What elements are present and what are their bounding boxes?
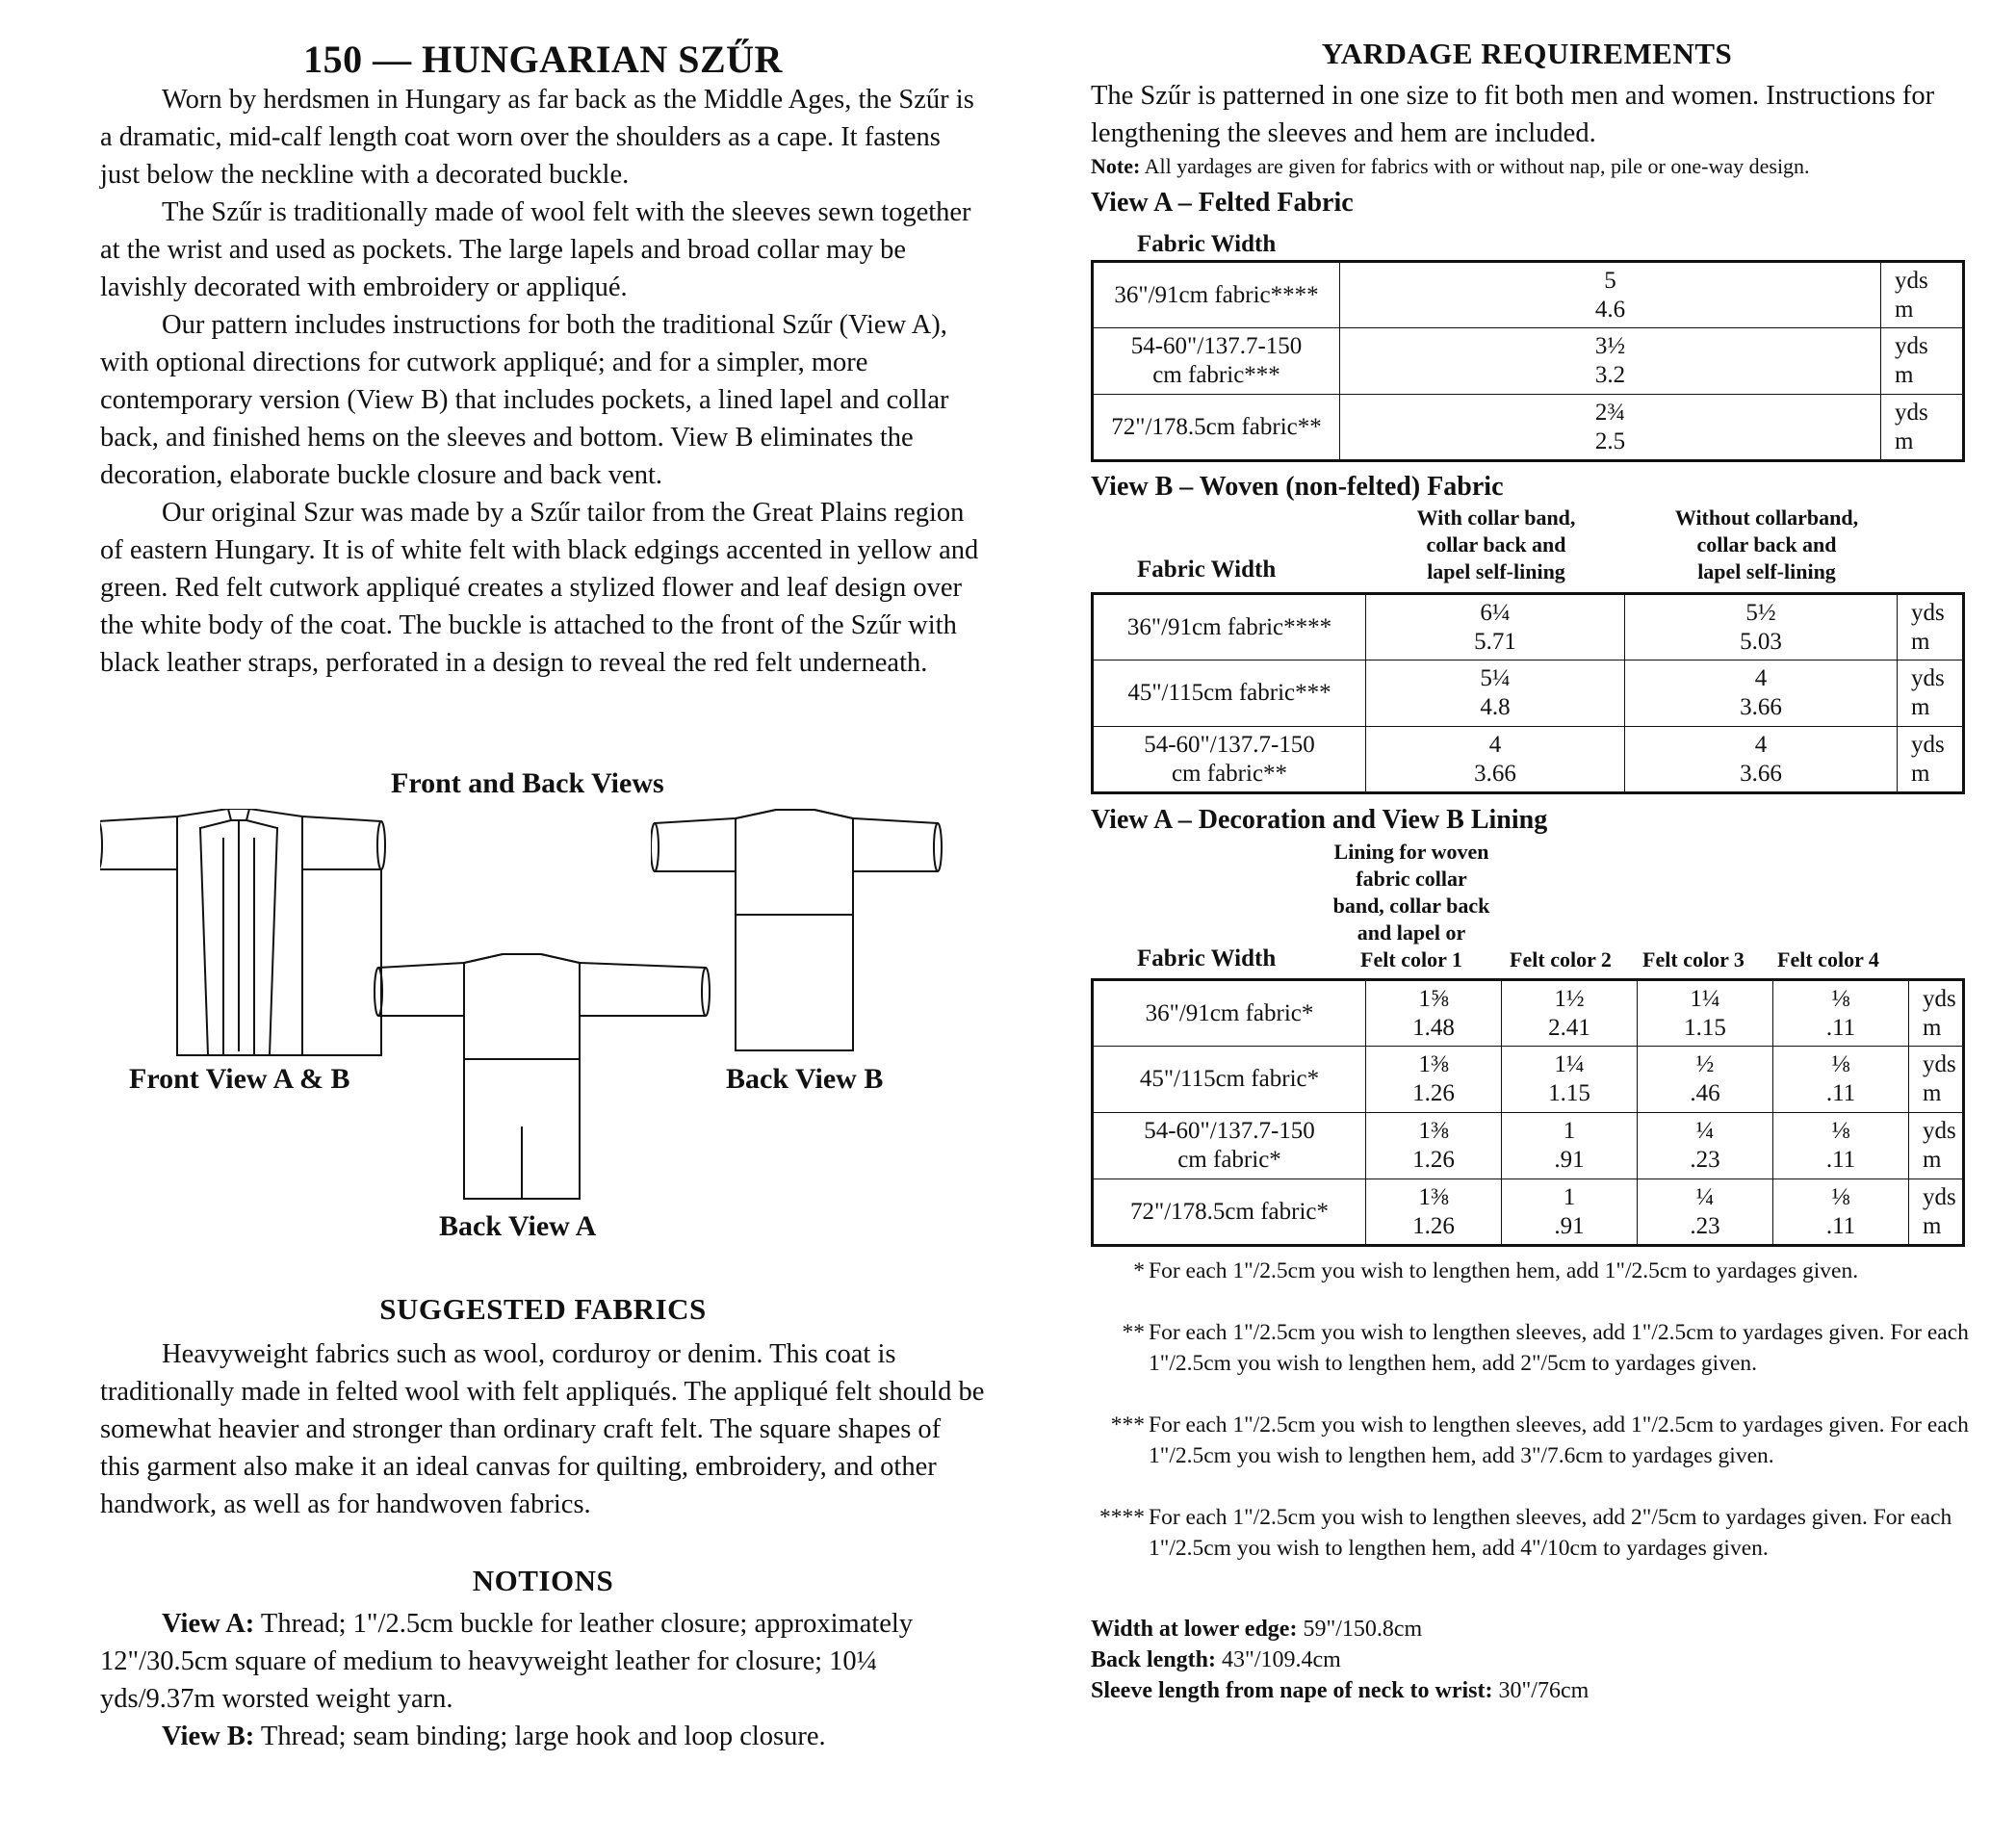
- table-row: [1093, 1179, 1964, 1246]
- yardage-yds: 4: [1488, 731, 1502, 758]
- unit-cell: [1881, 262, 1964, 328]
- footnote-text: For each 1"/2.5cm you wish to lengthen sleeves, add 1"/2.5cm to yardages given. For each 1"/2.5cm you wish to lengthen hem, add 2"/5cm to yardages given.: [1149, 1320, 1969, 1376]
- yardage-cell: [1366, 1113, 1502, 1179]
- yardage-yds: ⅛: [1831, 1051, 1850, 1077]
- table-row: [1093, 262, 1964, 328]
- yardage-yds: 4: [1754, 665, 1768, 691]
- yardage-m: .11: [1825, 1212, 1856, 1239]
- view-b-yardage-table: [1091, 592, 1965, 794]
- yardage-cell: [1638, 1113, 1773, 1179]
- unit-cell: [1909, 1179, 1964, 1246]
- unit-yds: yds: [1911, 665, 1945, 691]
- fabric-width-cell: [1093, 660, 1366, 727]
- back-view-b-drawing: [651, 804, 959, 1054]
- yardage-cell: [1502, 1113, 1638, 1179]
- yardage-m: 3.2: [1594, 362, 1626, 388]
- yardage-heading: YARDAGE REQUIREMENTS: [1321, 37, 1733, 70]
- footnote-mark: ****: [1099, 1505, 1145, 1530]
- measurement-sleeve-length: [1091, 1675, 1589, 1706]
- yardage-m: 5.71: [1474, 628, 1516, 655]
- yardage-cell: [1625, 594, 1898, 660]
- unit-m: m: [1923, 1014, 1942, 1041]
- unit-cell: [1898, 660, 1964, 727]
- yardage-yds: ⅛: [1831, 1118, 1850, 1144]
- yardage-yds: ⅛: [1831, 985, 1850, 1012]
- measurement-value: 30"/76cm: [1492, 1678, 1590, 1703]
- unit-m: m: [1895, 427, 1914, 454]
- unit-yds: yds: [1895, 333, 1928, 359]
- back-view-b-label: Back View B: [726, 1063, 884, 1095]
- yardage-yds: 1¼: [1690, 985, 1720, 1012]
- fabric-width-text: 72"/178.5cm fabric*: [1130, 1198, 1329, 1225]
- unit-m: m: [1895, 296, 1914, 323]
- yardage-yds: 5: [1604, 267, 1616, 294]
- table-row: [1093, 395, 1964, 461]
- measurement-label: Width at lower edge:: [1091, 1617, 1298, 1642]
- yardage-m: 4.6: [1594, 296, 1626, 323]
- view-b-col1-header: [1366, 505, 1626, 585]
- unit-cell: [1898, 727, 1964, 793]
- measurement-width: [1091, 1614, 1422, 1645]
- unit-cell: [1881, 328, 1964, 395]
- yardage-yds: 3½: [1594, 333, 1626, 359]
- front-view-label: Front View A & B: [129, 1063, 350, 1095]
- table-row: [1093, 594, 1964, 660]
- yardage-m: .11: [1825, 1014, 1856, 1041]
- unit-cell: [1909, 1113, 1964, 1179]
- yardage-m: 5.03: [1740, 628, 1782, 655]
- yardage-yds: 5½: [1745, 599, 1776, 626]
- footnote: [1089, 1410, 1969, 1502]
- note-text: All yardages are given for fabrics with or without nap, pile or one-way design.: [1140, 154, 1810, 178]
- dec-col4-header: Felt color 4: [1777, 947, 1879, 971]
- notions-view-a-text: Thread; 1"/2.5cm buckle for leather closure; approximately 12"/30.5cm square of medium to heavyweight leather for closure; 10¼ yds/9.37m worsted weight yarn.: [100, 1609, 914, 1714]
- fabric-width-cell: [1093, 1113, 1366, 1179]
- suggested-fabrics-heading: SUGGESTED FABRICS: [379, 1292, 707, 1326]
- fabric-width-cell: [1093, 1179, 1366, 1246]
- notions-view-a-label: View A:: [162, 1609, 255, 1639]
- footnote: [1089, 1502, 1965, 1594]
- yardage-yds: ¼: [1695, 1183, 1715, 1210]
- fabric-width-text: cm fabric**: [1171, 760, 1288, 787]
- measurement-value: 43"/109.4cm: [1216, 1647, 1341, 1672]
- view-b-col1-text: With collar band, collar back and lapel self-lining: [1416, 505, 1576, 583]
- yardage-m: .23: [1690, 1212, 1720, 1239]
- table-row: [1093, 980, 1964, 1047]
- yardage-m: .23: [1690, 1147, 1720, 1173]
- yardage-cell: [1366, 980, 1502, 1047]
- yardage-cell: [1638, 980, 1773, 1047]
- dec-col2-header: Felt color 2: [1510, 947, 1612, 971]
- yardage-m: 1.26: [1412, 1147, 1455, 1173]
- yardage-cell: [1366, 727, 1625, 793]
- yardage-cell: [1625, 727, 1898, 793]
- figure-title: Front and Back Views: [391, 767, 664, 799]
- yardage-yds: ⅛: [1831, 1183, 1850, 1210]
- yardage-yds: 1½: [1554, 985, 1585, 1012]
- fabric-width-text: 36"/91cm fabric****: [1114, 281, 1319, 308]
- dec-col1-text: Lining for woven fabric collar band, collar back and lapel or Felt color 1: [1332, 840, 1490, 971]
- table-row: [1093, 727, 1964, 793]
- yardage-yds: 1⅜: [1418, 1051, 1449, 1077]
- fabric-width-text: cm fabric*: [1177, 1147, 1281, 1173]
- table-row: [1093, 328, 1964, 395]
- fabric-width-cell: [1093, 980, 1366, 1047]
- table-row: [1093, 1047, 1964, 1113]
- yardage-m: 1.26: [1412, 1080, 1455, 1106]
- yardage-m: 3.66: [1474, 760, 1516, 787]
- yardage-m: 1.48: [1412, 1014, 1455, 1041]
- footnote-mark: **: [1122, 1320, 1145, 1345]
- yardage-m: .46: [1690, 1080, 1720, 1106]
- fabric-width-text: 54-60"/137.7-150: [1144, 1118, 1315, 1144]
- yardage-yds: 6¼: [1480, 599, 1511, 626]
- fabric-width-text: 45"/115cm fabric***: [1127, 680, 1331, 706]
- fabric-width-text: cm fabric***: [1152, 362, 1280, 388]
- unit-yds: yds: [1895, 267, 1928, 294]
- yardage-cell: [1773, 1113, 1909, 1179]
- unit-yds: yds: [1923, 1183, 1956, 1210]
- decoration-yardage-table: [1091, 978, 1965, 1247]
- yardage-cell: [1502, 1179, 1638, 1246]
- view-b-col2-header: [1628, 505, 1905, 585]
- yardage-m: .91: [1554, 1212, 1585, 1239]
- unit-yds: yds: [1923, 985, 1956, 1012]
- measurement-back-length: [1091, 1645, 1341, 1675]
- fabric-width-text: 54-60"/137.7-150: [1144, 731, 1315, 758]
- yardage-yds: 1: [1563, 1183, 1576, 1210]
- yardage-m: 1.15: [1684, 1014, 1726, 1041]
- fabric-width-label: Fabric Width: [1137, 231, 1277, 257]
- unit-yds: yds: [1911, 731, 1945, 758]
- yardage-m: 2.41: [1548, 1014, 1590, 1041]
- unit-m: m: [1923, 1080, 1942, 1106]
- intro-paragraph: Our pattern includes instructions for both the traditional Szűr (View A), with optional directions for cutwork appliqué; and for a simpler, more contemporary version (View B) that includes pockets, a lined lapel and collar back, and finished hems on the sleeves and bottom. View B eliminates the decoration, elaborate buckle closure and back vent.: [100, 310, 949, 490]
- notions-view-b-label: View B:: [162, 1722, 255, 1751]
- fabric-width-label: Fabric Width: [1137, 945, 1277, 971]
- measurement-value: 59"/150.8cm: [1297, 1617, 1423, 1642]
- note-label: Note:: [1091, 154, 1141, 178]
- unit-cell: [1909, 1047, 1964, 1113]
- fabric-width-cell: [1093, 262, 1340, 328]
- notions-view-b: [100, 1718, 986, 1755]
- yardage-cell: [1366, 594, 1625, 660]
- yardage-cell: [1366, 1179, 1502, 1246]
- yardage-yds: ½: [1695, 1051, 1715, 1077]
- yardage-cell: [1502, 980, 1638, 1047]
- measurement-label: Sleeve length from nape of neck to wrist:: [1091, 1678, 1493, 1703]
- footnote-text: For each 1"/2.5cm you wish to lengthen sleeves, add 2"/5cm to yardages given. For each 1"/2.5cm you wish to lengthen hem, add 4"/10cm to yardages given.: [1149, 1505, 1952, 1561]
- yardage-cell: [1773, 1179, 1909, 1246]
- yardage-m: 4.8: [1480, 694, 1511, 720]
- yardage-yds: 1: [1563, 1118, 1576, 1144]
- footnote-text: For each 1"/2.5cm you wish to lengthen sleeves, add 1"/2.5cm to yardages given. For each 1"/2.5cm you wish to lengthen hem, add 3"/7.6cm to yardages given.: [1149, 1412, 1969, 1468]
- measurement-label: Back length:: [1091, 1647, 1217, 1672]
- yardage-m: 1.26: [1412, 1212, 1455, 1239]
- yardage-cell: [1638, 1047, 1773, 1113]
- yardage-cell: [1502, 1047, 1638, 1113]
- fabric-width-cell: [1093, 328, 1340, 395]
- yardage-m: .11: [1825, 1147, 1856, 1173]
- page-title: 150 — HUNGARIAN SZŰR: [303, 38, 783, 81]
- intro-paragraph: Our original Szur was made by a Szűr tailor from the Great Plains region of eastern Hungary. It is of white felt with black edgings accented in yellow and green. Red felt cutwork appliqué creates a stylized flower and leaf design over the white body of the coat. The buckle is attached to the front of the Szűr with black leather straps, perforated in a design to reveal the red felt underneath.: [100, 498, 979, 678]
- fabric-width-cell: [1093, 727, 1366, 793]
- unit-m: m: [1911, 760, 1930, 787]
- yardage-yds: 1⅜: [1418, 1118, 1449, 1144]
- unit-m: m: [1923, 1212, 1942, 1239]
- yardage-cell: [1625, 660, 1898, 727]
- fabric-width-label: Fabric Width: [1137, 557, 1277, 583]
- yardage-m: 1.15: [1548, 1080, 1590, 1106]
- front-view-drawing: [100, 809, 389, 1059]
- footnote-mark: ***: [1110, 1412, 1145, 1438]
- footnote-mark: *: [1133, 1258, 1145, 1283]
- fabric-width-text: 36"/91cm fabric*: [1145, 999, 1314, 1026]
- decoration-heading: View A – Decoration and View B Lining: [1091, 805, 1548, 835]
- suggested-fabrics-text: Heavyweight fabrics such as wool, corduroy or denim. This coat is traditionally made in felted wool with felt appliqués. The appliqué felt should be somewhat heavier and stronger than ordinary craft felt. The square shapes of this garment also make it an ideal canvas for quilting, embroidery, and other handwork, as well as for handwoven fabrics.: [100, 1339, 985, 1519]
- unit-yds: yds: [1895, 399, 1928, 426]
- yardage-yds: 1¼: [1554, 1051, 1585, 1077]
- yardage-cell: [1340, 328, 1881, 395]
- fabric-width-text: 54-60"/137.7-150: [1130, 333, 1303, 359]
- fabric-width-cell: [1093, 395, 1340, 461]
- fabric-width-text: 72"/178.5cm fabric**: [1111, 413, 1322, 440]
- fabric-width-cell: [1093, 1047, 1366, 1113]
- table-row: [1093, 660, 1964, 727]
- yardage-cell: [1366, 660, 1625, 727]
- yardage-m: 2.5: [1594, 427, 1626, 454]
- fabric-width-text: 45"/115cm fabric*: [1139, 1066, 1320, 1092]
- unit-m: m: [1895, 362, 1914, 388]
- yardage-note: [1091, 154, 1810, 179]
- yardage-yds: 1⅜: [1418, 1183, 1449, 1210]
- unit-yds: yds: [1923, 1118, 1956, 1144]
- fabric-width-cell: [1093, 594, 1366, 660]
- unit-cell: [1898, 594, 1964, 660]
- fabric-width-text: 36"/91cm fabric****: [1126, 613, 1332, 640]
- unit-yds: yds: [1911, 599, 1945, 626]
- yardage-yds: ¼: [1695, 1118, 1715, 1144]
- notions-heading: NOTIONS: [472, 1564, 614, 1597]
- view-a-heading: View A – Felted Fabric: [1091, 188, 1354, 218]
- yardage-yds: 2¾: [1594, 399, 1626, 426]
- notions-view-a: [100, 1605, 986, 1718]
- yardage-yds: 1⅝: [1418, 985, 1449, 1012]
- footnote-text: For each 1"/2.5cm you wish to lengthen hem, add 1"/2.5cm to yardages given.: [1149, 1258, 1859, 1283]
- view-b-col2-text: Without collarband, collar back and lapel self-lining: [1674, 505, 1859, 583]
- table-row: [1093, 1113, 1964, 1179]
- yardage-cell: [1366, 1047, 1502, 1113]
- yardage-cell: [1773, 980, 1909, 1047]
- unit-cell: [1881, 395, 1964, 461]
- yardage-m: .11: [1825, 1080, 1856, 1106]
- unit-m: m: [1911, 694, 1930, 720]
- view-b-heading: View B – Woven (non-felted) Fabric: [1091, 472, 1504, 502]
- yardage-m: 3.66: [1740, 760, 1782, 787]
- back-view-a-label: Back View A: [439, 1210, 597, 1242]
- dec-col1-header: [1315, 839, 1508, 973]
- intro-paragraph: Worn by herdsmen in Hungary as far back as the Middle Ages, the Szűr is a dramatic, mid-calf length coat worn over the shoulders as a cape. It fastens just below the neckline with a decorated buckle.: [100, 85, 974, 190]
- dec-col3-header: Felt color 3: [1642, 947, 1745, 971]
- notions-view-b-text: Thread; seam binding; large hook and loop closure.: [254, 1722, 826, 1751]
- yardage-cell: [1638, 1179, 1773, 1246]
- yardage-intro: The Szűr is patterned in one size to fit both men and women. Instructions for lengthening the sleeves and hem are included.: [1091, 81, 1935, 148]
- unit-m: m: [1923, 1147, 1942, 1173]
- yardage-cell: [1773, 1047, 1909, 1113]
- intro-section: [100, 81, 986, 682]
- yardage-cell: [1340, 262, 1881, 328]
- unit-m: m: [1911, 628, 1930, 655]
- yardage-m: 3.66: [1740, 694, 1782, 720]
- yardage-cell: [1340, 395, 1881, 461]
- unit-yds: yds: [1923, 1051, 1956, 1077]
- yardage-m: .91: [1554, 1147, 1585, 1173]
- view-a-yardage-table: [1091, 260, 1965, 462]
- footnote: [1089, 1317, 1969, 1410]
- unit-cell: [1909, 980, 1964, 1047]
- intro-paragraph: The Szűr is traditionally made of wool felt with the sleeves sewn together at the wrist and used as pockets. The large lapels and broad collar may be lavishly decorated with embroidery or appliqué.: [100, 197, 971, 302]
- yardage-yds: 4: [1754, 731, 1768, 758]
- yardage-yds: 5¼: [1480, 665, 1511, 691]
